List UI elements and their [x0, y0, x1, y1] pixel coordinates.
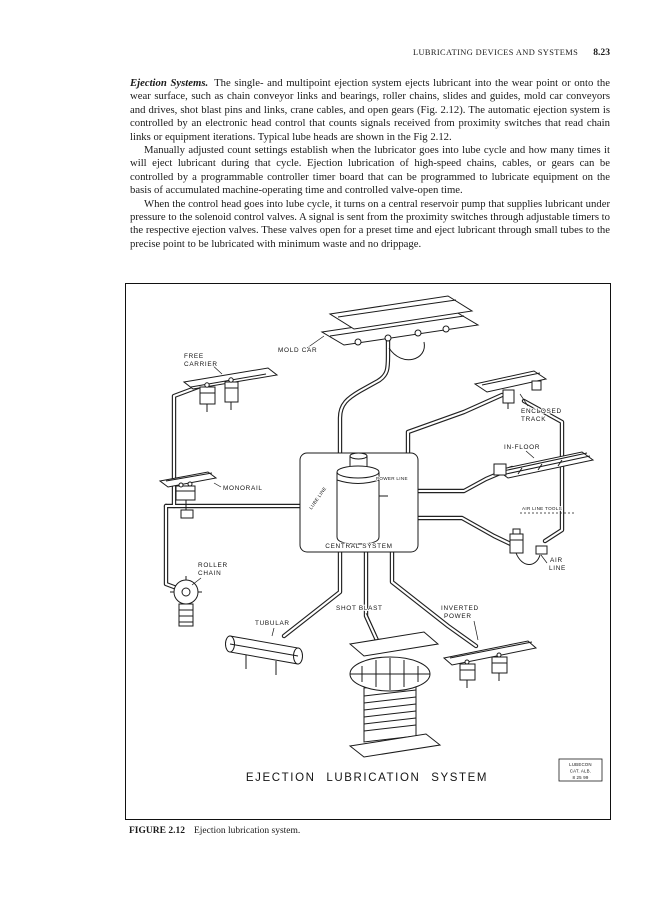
power-line-label: POWER LINE	[376, 476, 408, 481]
monorail-machine	[160, 472, 216, 518]
roller-chain-label: CHAIN	[198, 570, 222, 577]
lube-line-label: LUBE LINE	[308, 485, 328, 511]
ejection-system-diagram	[126, 284, 609, 818]
paragraph-1-text: The single- and multipoint ejection system ejects lubricant into the wear point or onto the wear surface, such as chain conveyor links and bearings, roller chains, slides and guides, mold car conveyors and drives, shot blast pins and links, crane cables, and open gears (Fig. 2.12). The automatic ejection system is controlled by an electronic head control that counts signals received from proximity switches that read chain links or equipment iterations. Typical lube heads are shown in the Fig 2.12.	[130, 77, 610, 143]
free-carrier-label: CARRIER	[184, 361, 218, 368]
enclosed-track-label: TRACK	[521, 416, 547, 423]
stamp-line: LUBECON	[569, 762, 592, 767]
body-text	[130, 77, 610, 251]
diagram-title: EJECTION LUBRICATION SYSTEM	[245, 772, 489, 784]
figure-caption-label: FIGURE 2.12	[129, 826, 185, 836]
figure-caption-text: Ejection lubrication system.	[193, 826, 301, 836]
air-line-machine	[510, 529, 547, 565]
mold-car-machine	[322, 296, 478, 360]
paragraph-ejection-systems	[130, 77, 610, 144]
in-floor-label: IN-FLOOR	[504, 444, 541, 451]
free-carrier-label: FREE	[184, 353, 204, 360]
figure-caption	[129, 826, 300, 836]
enclosed-track-label: ENCLOSED	[521, 408, 562, 415]
shot-blast-machine	[350, 632, 440, 757]
stamp-line: CAT. ALB.	[569, 768, 592, 774]
figure-frame	[125, 283, 611, 820]
inverted-power-label: POWER	[444, 613, 472, 620]
central-system-label: CENTRAL SYSTEM	[325, 543, 393, 550]
mold-car-label: MOLD CAR	[278, 347, 318, 354]
page-number: 8.23	[593, 47, 610, 58]
shot-blast-label: SHOT BLAST	[336, 605, 383, 612]
air-line-tools-label: AIR LINE TOOLS	[522, 506, 563, 511]
stamp-line: 8 25 99	[572, 775, 589, 780]
running-title: LUBRICATING DEVICES AND SYSTEMS	[412, 48, 579, 57]
roller-chain-label: ROLLER	[198, 562, 228, 569]
free-carrier-machine	[184, 368, 277, 412]
lead-in-heading: Ejection Systems.	[130, 77, 209, 89]
tubular-machine	[226, 636, 303, 675]
running-header	[130, 42, 610, 60]
roller-chain-machine	[170, 576, 202, 626]
monorail-label: MONORAIL	[223, 485, 263, 492]
paragraph-3: When the control head goes into lube cycle, it turns on a central reservoir pump that supplies lubricant under pressure to the solenoid control valves. A signal is sent from the proximity switches through adjustable timers to the respective ejection valves. These valves open for a preset time and eject lubricant through small tubes to the precise point to be lubricated with minimum waste and no drippage.	[130, 197, 610, 250]
air-line-label: AIR	[550, 557, 563, 564]
inverted-power-label: INVERTED	[441, 605, 479, 612]
tubular-label: TUBULAR	[255, 620, 290, 627]
diagram-stamp	[559, 759, 602, 781]
inverted-power-machine	[444, 641, 536, 688]
paragraph-2: Manually adjusted count settings establish when the lubricator goes into lube cycle and how many times it will eject lubricant during that cycle. Ejection lubrication of high-speed chains, cables, or gears can be controlled by a programmable controller timer board that can be programmed to lubricate equipment on the basis of accumulated machine-operating time and controlled valve-open time.	[130, 144, 610, 197]
air-line-label: LINE	[549, 565, 567, 572]
in-floor-machine	[494, 452, 593, 478]
